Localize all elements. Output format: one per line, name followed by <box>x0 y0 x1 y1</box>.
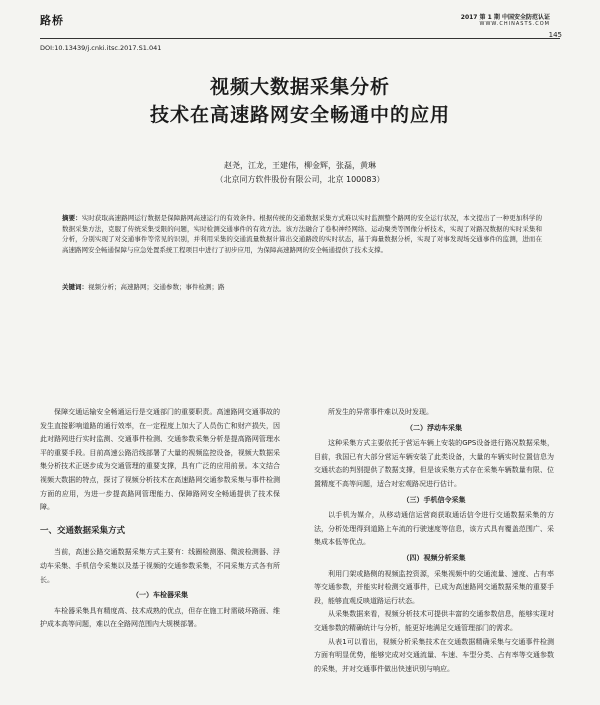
body-column-left <box>40 406 280 632</box>
body-paragraph: 保障交通运输安全畅通运行是交通部门的重要职责。高速路网交通事故的发生直接影响道路的通行效率，在一定程度上加大了人员伤亡和财产损失，因此对路网进行实时监测、交通事件检测、交通参数采集分析是提高路网管理水平的重要手段。目前高速公路沿线部署了大量的视频监控设备，视频大数据采集分析技术正逐步成为交通管理的重要支撑，具有广泛的应用前景。本文结合视频大数据的特点，探讨了视频分析技术在高速路网交通参数采集与事件检测方面的应用，为进一步提高路网管理能力、保障路网安全畅通提供了技术保障。 <box>40 408 280 512</box>
subsection-heading: （三）手机信令采集 <box>402 495 466 504</box>
abstract <box>62 213 542 255</box>
authors: 赵尧，江龙，王建伟，柳金辉，张磊，黄琳 <box>224 161 376 170</box>
journal-name: 2017 第 1 期 中国安全防范认证 <box>460 14 550 21</box>
affiliation: （北京同方软件股份有限公司，北京 100083） <box>215 175 385 184</box>
body-paragraph: 利用门架或路侧的视频监控资源，采集视频中的交通流量、速度、占有率等交通参数，并能实时检测交通事件，已成为高速路网交通数据采集的重要手段，能够直观反映道路运行状态。 <box>314 569 554 605</box>
body-paragraph: 从表1可以看出，视频分析采集技术在交通数据精确采集与交通事件检测方面有明显优势，能够完成对交通流量、车速、车型分类、占有率等交通参数的采集，并对交通事件做出快速识别与响应。 <box>314 637 554 673</box>
keywords-text: 视频分析；高速路网；交通参数；事件检测；路 <box>88 283 225 291</box>
body-column-right <box>314 406 554 676</box>
subsection-heading: （一）车检器采集 <box>132 591 188 600</box>
body-paragraph: 这种采集方式主要依托于营运车辆上安装的GPS设备进行路况数据采集，目前，我国已有大部分营运车辆安装了此类设备，大量的车辆实时位置信息为交通状态的判别提供了数据支撑，但是该采集方式存在采集车辆数量有限、位置精度不高等问题，适合对宏观路况进行估计。 <box>314 439 554 488</box>
abstract-text: 实时获取高速路网运行数据是保障路网高速运行的有效条件。根据传统的交通数据采集方式难以实时监测整个路网的安全运行状况，本文提出了一种更加科学的数据采集方法，克服了传统采集受限的问题，实时检测交通事件的有效方法。该方法融合了卷积神经网络、运动聚类等图像分析技术，实现了对路况数据的实时采集和分析，分别实现了对交通事件等常见的识别，并利用采集的交通流量数据计算出交通路段的实时状态，基于海量数据分析，实现了对事发现场交通事件的监测，进而在高速路网安全畅通保障与应急处置系统工程项目中进行了初步应用，为保障高速路网的安全畅通提供了技术支撑。 <box>62 214 543 254</box>
body-paragraph: 以手机为媒介，从移动通信运营商获取通话信令进行交通数据采集的方法，分析处理得到道路上车流的行驶速度等信息，该方式具有覆盖范围广、采集成本低等优点。 <box>314 511 554 547</box>
body-paragraph: 所发生的异常事件难以及时发现。 <box>328 408 433 416</box>
body-paragraph: 车检器采集具有精度高、技术成熟的优点，但存在施工时需破坏路面、维护成本高等问题，难以在全路网范围内大规模部署。 <box>40 606 280 629</box>
keywords-label: 关键词： <box>62 283 88 291</box>
header-rule <box>40 38 560 39</box>
page-number: 145 <box>548 31 562 39</box>
abstract-label: 摘要： <box>62 214 82 222</box>
section-heading: 一、交通数据采集方式 <box>40 525 126 536</box>
journal-header <box>461 12 550 27</box>
journal-site: WWW.CHINASTS.COM <box>479 21 550 27</box>
keywords <box>62 282 542 291</box>
title-line-2: 技术在高速路网安全畅通中的应用 <box>149 104 450 126</box>
subsection-heading: （二）浮动车采集 <box>406 423 462 432</box>
title-line-1: 视频大数据采集分析 <box>209 76 390 98</box>
subsection-heading: （四）视频分析采集 <box>402 553 466 562</box>
section-tag: 路桥 <box>40 14 64 27</box>
body-paragraph: 当前，高速公路交通数据采集方式主要有：线圈检测器、微波检测器、浮动车采集、手机信令采集以及基于视频的交通参数采集，不同采集方式各有所长。 <box>40 548 280 584</box>
doi: DOI:10.13439/j.cnki.itsc.2017.S1.041 <box>40 44 162 52</box>
body-paragraph: 从采集数据来看，视频分析技术可提供丰富的交通参数信息，能够实现对交通参数的精确统计与分析，能更好地满足交通管理部门的需求。 <box>314 610 554 632</box>
